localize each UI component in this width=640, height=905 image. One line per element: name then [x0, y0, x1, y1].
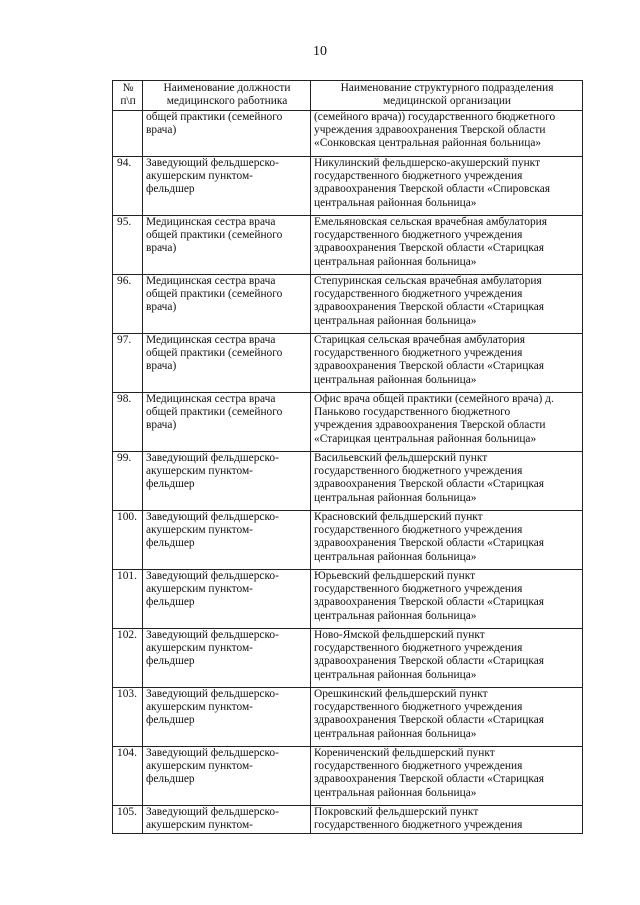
row-position: Медицинская сестра врача общей практики (семейного врача)	[143, 275, 311, 334]
table-row	[113, 688, 583, 747]
row-number: 103.	[113, 688, 143, 747]
page-number: 10	[313, 44, 327, 59]
row-number	[113, 111, 143, 157]
row-department: Корениченский фельдшерский пункт государственного бюджетного учреждения здравоохранения Тверской области «Старицкая центральная районная больница»	[311, 747, 583, 806]
row-number: 99.	[113, 452, 143, 511]
row-position: Заведующий фельдшерско- акушерским пунктом- фельдшер	[143, 452, 311, 511]
table-row	[113, 334, 583, 393]
table-row	[113, 452, 583, 511]
row-department: Степуринская сельская врачебная амбулатория государственного бюджетного учреждения здравоохранения Тверской области «Старицкая центральная районная больница»	[311, 275, 583, 334]
row-department: Офис врача общей практики (семейного врача) д. Паньково государственного бюджетного учреждения здравоохранения Тверской области «Старицкая центральная районная больница»	[311, 393, 583, 452]
table-row	[113, 275, 583, 334]
row-department: Покровский фельдшерский пункт государственного бюджетного учреждения	[311, 806, 583, 834]
table-row	[113, 393, 583, 452]
header-num: № п\п	[113, 81, 143, 111]
row-position: Заведующий фельдшерско- акушерским пунктом- фельдшер	[143, 570, 311, 629]
row-department: Ново-Ямской фельдшерский пункт государственного бюджетного учреждения здравоохранения Тверской области «Старицкая центральная районная больница»	[311, 629, 583, 688]
row-department: (семейного врача)) государственного бюджетного учреждения здравоохранения Тверской области «Сонковская центральная районная больница»	[311, 111, 583, 157]
row-position: Заведующий фельдшерско- акушерским пунктом- фельдшер	[143, 157, 311, 216]
row-department: Емельяновская сельская врачебная амбулатория государственного бюджетного учреждения здравоохранения Тверской области «Старицкая центральная районная больница»	[311, 216, 583, 275]
row-position: Заведующий фельдшерско- акушерским пунктом- фельдшер	[143, 511, 311, 570]
row-department: Старицкая сельская врачебная амбулатория государственного бюджетного учреждения здравоохранения Тверской области «Старицкая центральная районная больница»	[311, 334, 583, 393]
table-row	[113, 570, 583, 629]
row-department: Васильевский фельдшерский пункт государственного бюджетного учреждения здравоохранения Тверской области «Старицкая центральная районная больница»	[311, 452, 583, 511]
row-position: Заведующий фельдшерско- акушерским пунктом- фельдшер	[143, 688, 311, 747]
row-number: 100.	[113, 511, 143, 570]
row-number: 104.	[113, 747, 143, 806]
row-department: Красновский фельдшерский пункт государственного бюджетного учреждения здравоохранения Тверской области «Старицкая центральная районная больница»	[311, 511, 583, 570]
row-number: 101.	[113, 570, 143, 629]
table-row	[113, 629, 583, 688]
row-position: Медицинская сестра врача общей практики (семейного врача)	[143, 334, 311, 393]
row-position: общей практики (семейного врача)	[143, 111, 311, 157]
table-row	[113, 511, 583, 570]
row-position: Заведующий фельдшерско- акушерским пунктом- фельдшер	[143, 629, 311, 688]
row-number: 94.	[113, 157, 143, 216]
row-department: Орешкинский фельдшерский пункт государственного бюджетного учреждения здравоохранения Тверской области «Старицкая центральная районная больница»	[311, 688, 583, 747]
row-number: 105.	[113, 806, 143, 834]
table-header-row	[113, 81, 583, 111]
table-row	[113, 806, 583, 834]
header-position: Наименование должности медицинского работника	[143, 81, 311, 111]
row-position: Заведующий фельдшерско- акушерским пунктом-	[143, 806, 311, 834]
row-department: Юрьевский фельдшерский пункт государственного бюджетного учреждения здравоохранения Тверской области «Старицкая центральная районная больница»	[311, 570, 583, 629]
header-department: Наименование структурного подразделения медицинской организации	[311, 81, 583, 111]
table-row	[113, 111, 583, 157]
table-row	[113, 157, 583, 216]
row-number: 95.	[113, 216, 143, 275]
table-row	[113, 747, 583, 806]
row-number: 97.	[113, 334, 143, 393]
row-position: Медицинская сестра врача общей практики (семейного врача)	[143, 216, 311, 275]
row-number: 98.	[113, 393, 143, 452]
positions-table	[112, 80, 583, 834]
row-department: Никулинский фельдшерско-акушерский пункт государственного бюджетного учреждения здравоохранения Тверской области «Спировская центральная районная больница»	[311, 157, 583, 216]
table-row	[113, 216, 583, 275]
row-number: 102.	[113, 629, 143, 688]
row-position: Заведующий фельдшерско- акушерским пунктом- фельдшер	[143, 747, 311, 806]
row-number: 96.	[113, 275, 143, 334]
row-position: Медицинская сестра врача общей практики (семейного врача)	[143, 393, 311, 452]
